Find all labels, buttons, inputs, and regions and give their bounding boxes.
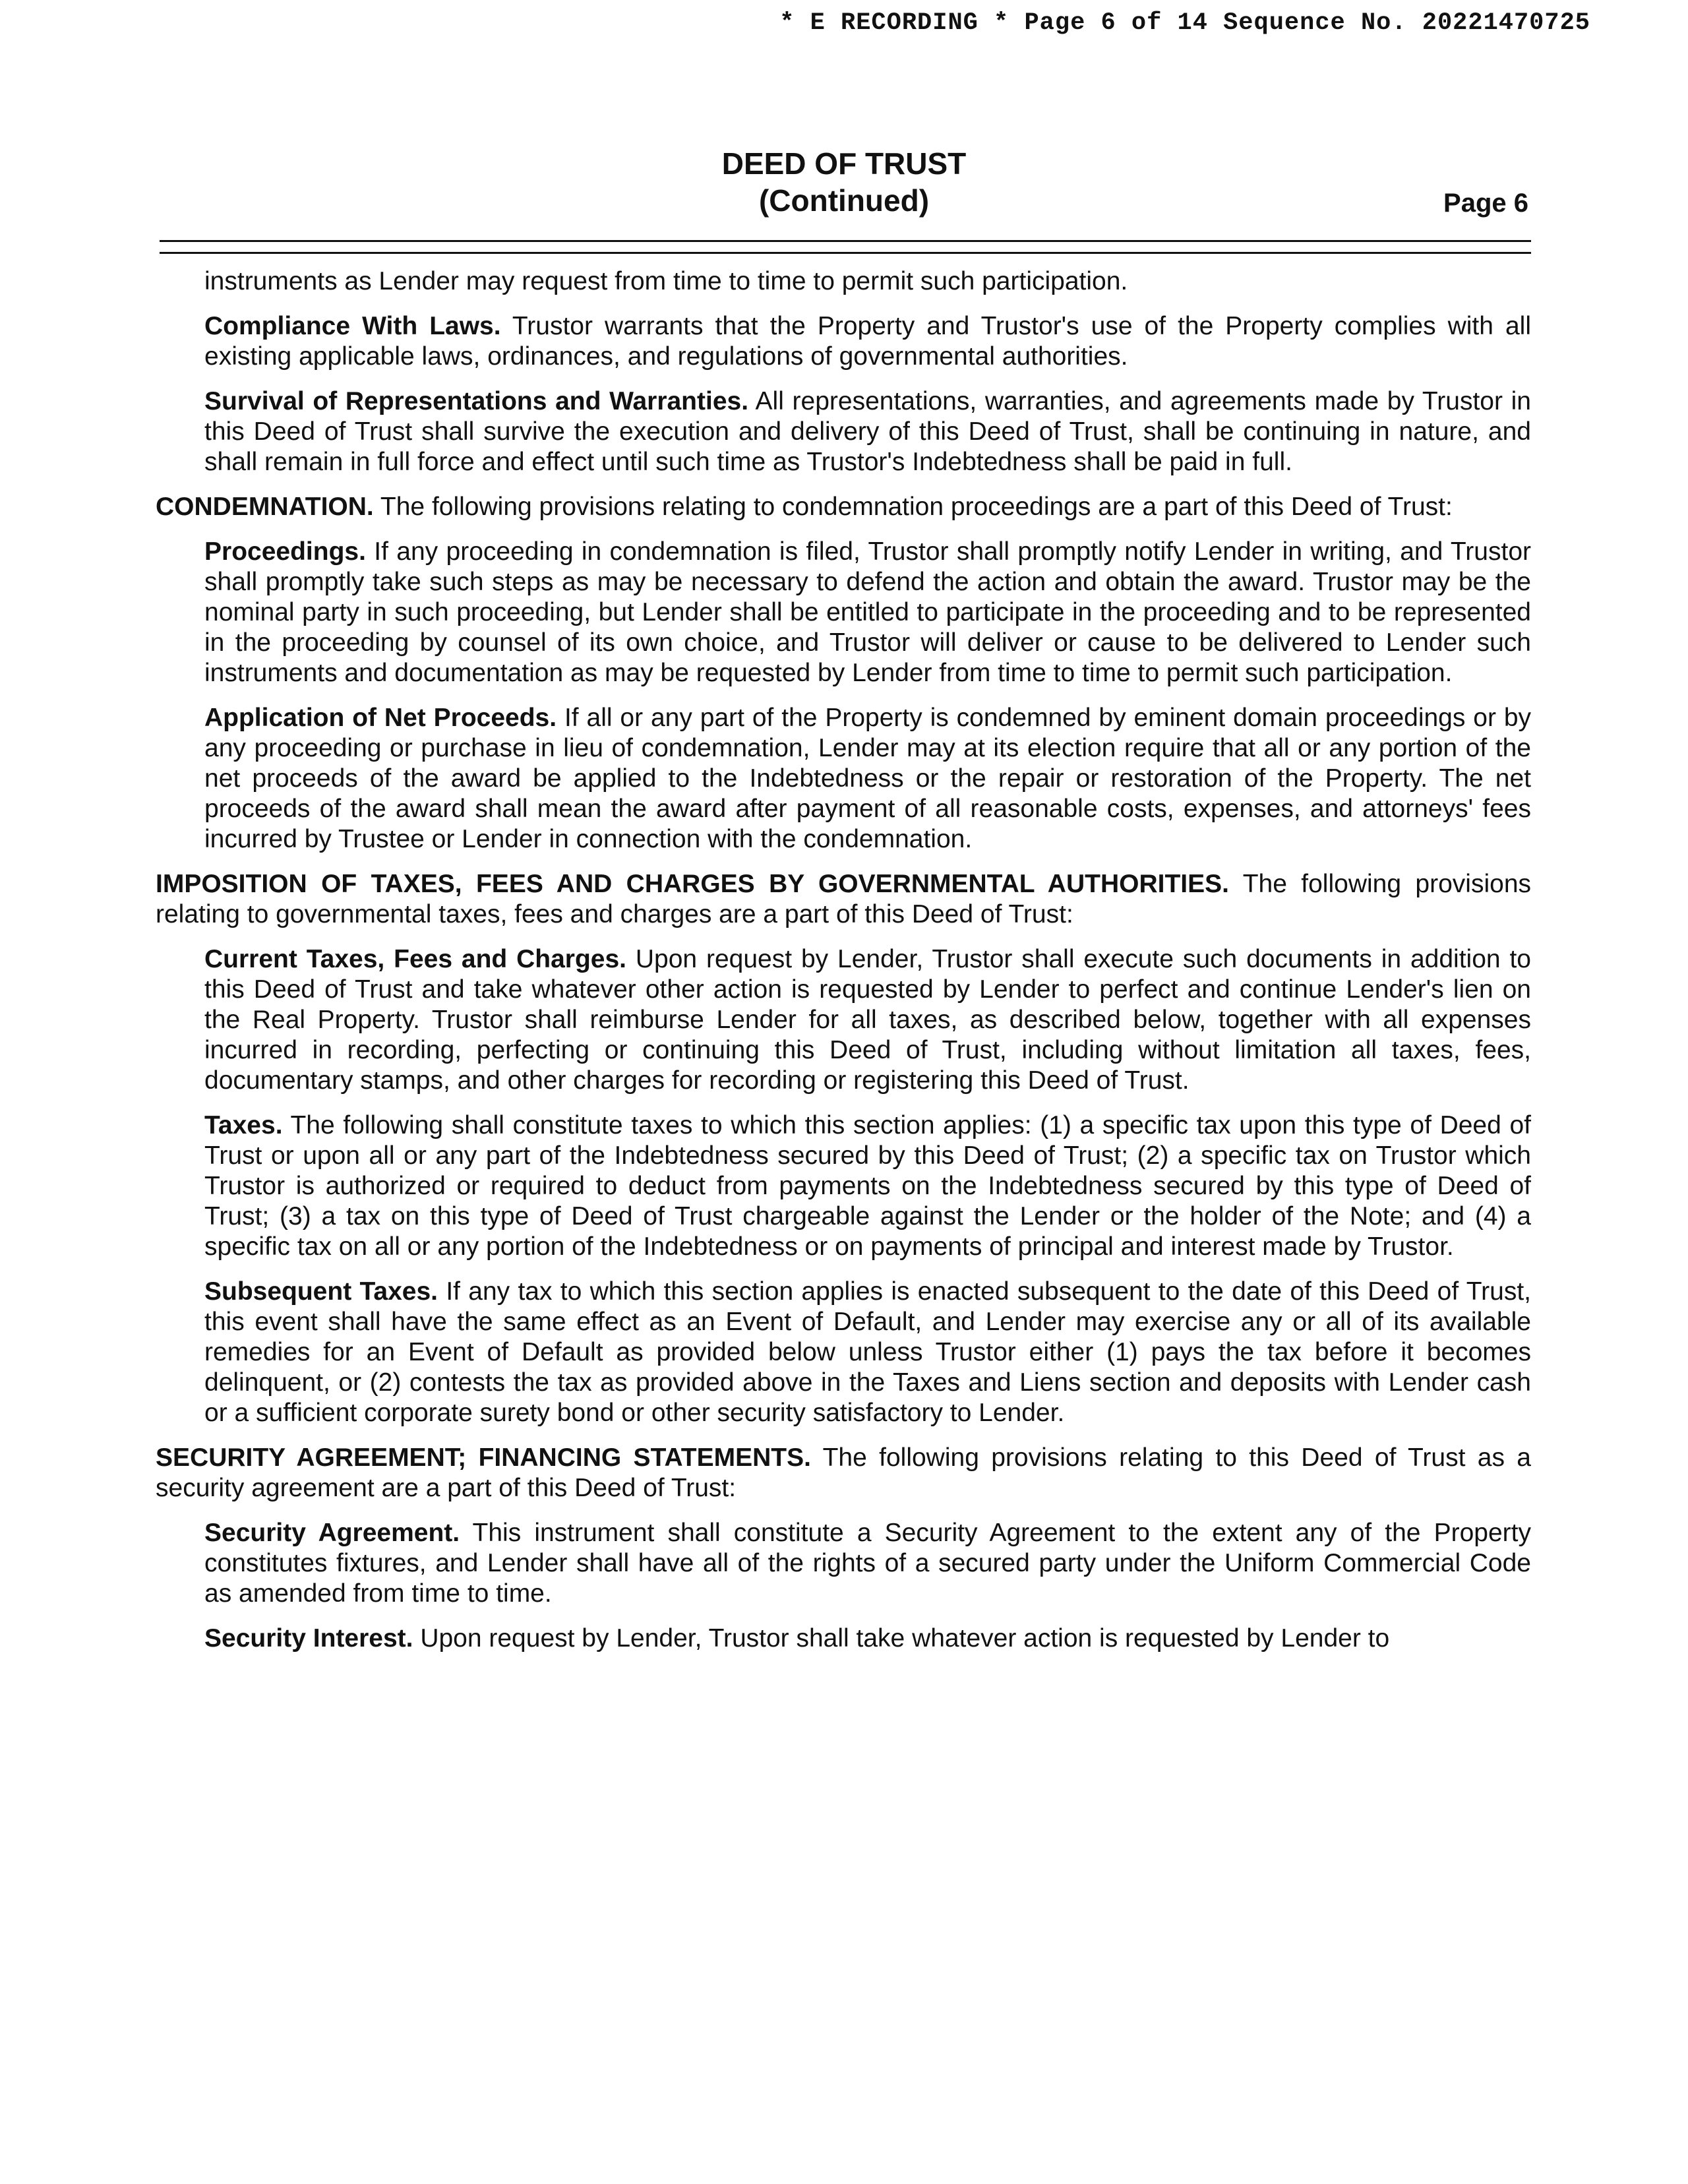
paragraph-text: The following shall constitute taxes to which this section applies: (1) a specific tax upon this type of Deed of Trust or upon all or any part of the Indebtedness secured by this Deed of Trust; (2) a specific tax on Trustor which Trustor is authorized or required to deduct from payments on the Indebtedness secured by this type of Deed of Trust; (3) a tax on this type of Deed of Trust chargeable against the Lender or the holder of the Note; and (4) a specific tax on all or any portion of the Indebtedness or on payments of principal and interest made by Trustor. [204,1111,1531,1261]
paragraph [204,386,1531,477]
document-subtitle: (Continued) [758,183,930,218]
paragraph-text: Upon request by Lender, Trustor shall execute such documents in addition to this Deed of Trust and take whatever other action is requested by Lender to perfect and continue Lender's lien on the Real Property. Trustor shall reimburse Lender for all taxes, as described below, together with all expenses incurred in recording, perfecting or continuing this Deed of Trust, including without limitation all taxes, fees, documentary stamps, and other charges for recording or registering this Deed of Trust. [204,945,1531,1095]
paragraph-heading: Security Interest. [204,1624,413,1653]
paragraph [204,1518,1531,1609]
document-title: DEED OF TRUST [721,146,967,181]
paragraph-heading: Application of Net Proceeds. [204,704,557,732]
paragraph-text: instruments as Lender may request from time to time to permit such participation. [204,267,1128,295]
section-heading: IMPOSITION OF TAXES, FEES AND CHARGES BY GOVERNMENTAL AUTHORITIES. [156,870,1229,898]
page-number-label: Page 6 [1443,189,1528,218]
paragraph [204,1277,1531,1428]
paragraph-heading: Security Agreement. [204,1519,460,1547]
paragraph-heading: Current Taxes, Fees and Charges. [204,945,626,973]
paragraph-heading: Survival of Representations and Warranties. [204,387,749,415]
paragraph-heading: Subsequent Taxes. [204,1277,438,1306]
paragraph [204,703,1531,855]
section-paragraph [156,1443,1531,1503]
section-paragraph [156,869,1531,930]
paragraph-text: Trustor warrants that the Property and Trustor's use of the Property complies with all existing applicable laws, ordinances, and regulations of governmental authorities. [204,312,1531,371]
paragraph-heading: Compliance With Laws. [204,312,501,340]
section-paragraph [156,492,1531,522]
paragraph-text: If all or any part of the Property is condemned by eminent domain proceedings or by any proceeding or purchase in lieu of condemnation, Lender may at its election require that all or any portion of the net proceeds of the award be applied to the Indebtedness or the repair or restoration of the Property. The net proceeds of the award shall mean the award after payment of all reasonable costs, expenses, and attorneys' fees incurred by Trustee or Lender in connection with the condemnation. [204,704,1532,853]
paragraph [204,1623,1531,1654]
header-rule-bottom [160,252,1531,254]
document-title-block [0,145,1688,219]
section-heading: SECURITY AGREEMENT; FINANCING STATEMENTS. [156,1443,811,1472]
paragraph [204,266,1531,297]
section-heading: CONDEMNATION. [156,493,374,521]
recording-stamp: * E RECORDING * Page 6 of 14 Sequence No. 20221470725 [779,9,1590,37]
header-rule-top [160,240,1531,242]
paragraph-text: The following provisions relating to condemnation proceedings are a part of this Deed of Trust: [380,493,1453,521]
paragraph [204,311,1531,372]
paragraph-text: If any tax to which this section applies is enacted subsequent to the date of this Deed of Trust, this event shall have the same effect as an Event of Default, and Lender may exercise any or all of its available remedies for an Event of Default as provided below unless Trustor either (1) pays the tax before it becomes delinquent, or (2) contests the tax as provided above in the Taxes and Liens section and deposits with Lender cash or a sufficient corporate surety bond or other security satisfactory to Lender. [204,1277,1532,1427]
paragraph-text: The following provisions relating to this Deed of Trust as a security agreement are a part of this Deed of Trust: [156,1443,1531,1502]
paragraph [204,1110,1531,1262]
paragraph-text: All representations, warranties, and agreements made by Trustor in this Deed of Trust shall survive the execution and delivery of this Deed of Trust, shall be continuing in nature, and shall remain in full force and effect until such time as Trustor's Indebtedness shall be paid in full. [204,387,1531,476]
document-body [156,266,1531,1668]
paragraph-text: This instrument shall constitute a Security Agreement to the extent any of the Property constitutes fixtures, and Lender shall have all of the rights of a secured party under the Uniform Commercial Code as amended from time to time. [204,1519,1531,1608]
paragraph-heading: Taxes. [204,1111,283,1139]
paragraph-text: If any proceeding in condemnation is filed, Trustor shall promptly notify Lender in writing, and Trustor shall promptly take such steps as may be necessary to defend the action and obtain the award. Trustor may be the nominal party in such proceeding, but Lender shall be entitled to participate in the proceeding and to be represented in the proceeding by counsel of its own choice, and Trustor will deliver or cause to be delivered to Lender such instruments and documentation as may be requested by Lender from time to time to permit such participation. [204,537,1531,687]
paragraph [204,944,1531,1096]
paragraph-text: Upon request by Lender, Trustor shall take whatever action is requested by Lender to [420,1624,1390,1653]
paragraph-heading: Proceedings. [204,537,366,566]
paragraph-text: The following provisions relating to governmental taxes, fees and charges are a part of this Deed of Trust: [156,870,1532,928]
paragraph [204,537,1531,688]
